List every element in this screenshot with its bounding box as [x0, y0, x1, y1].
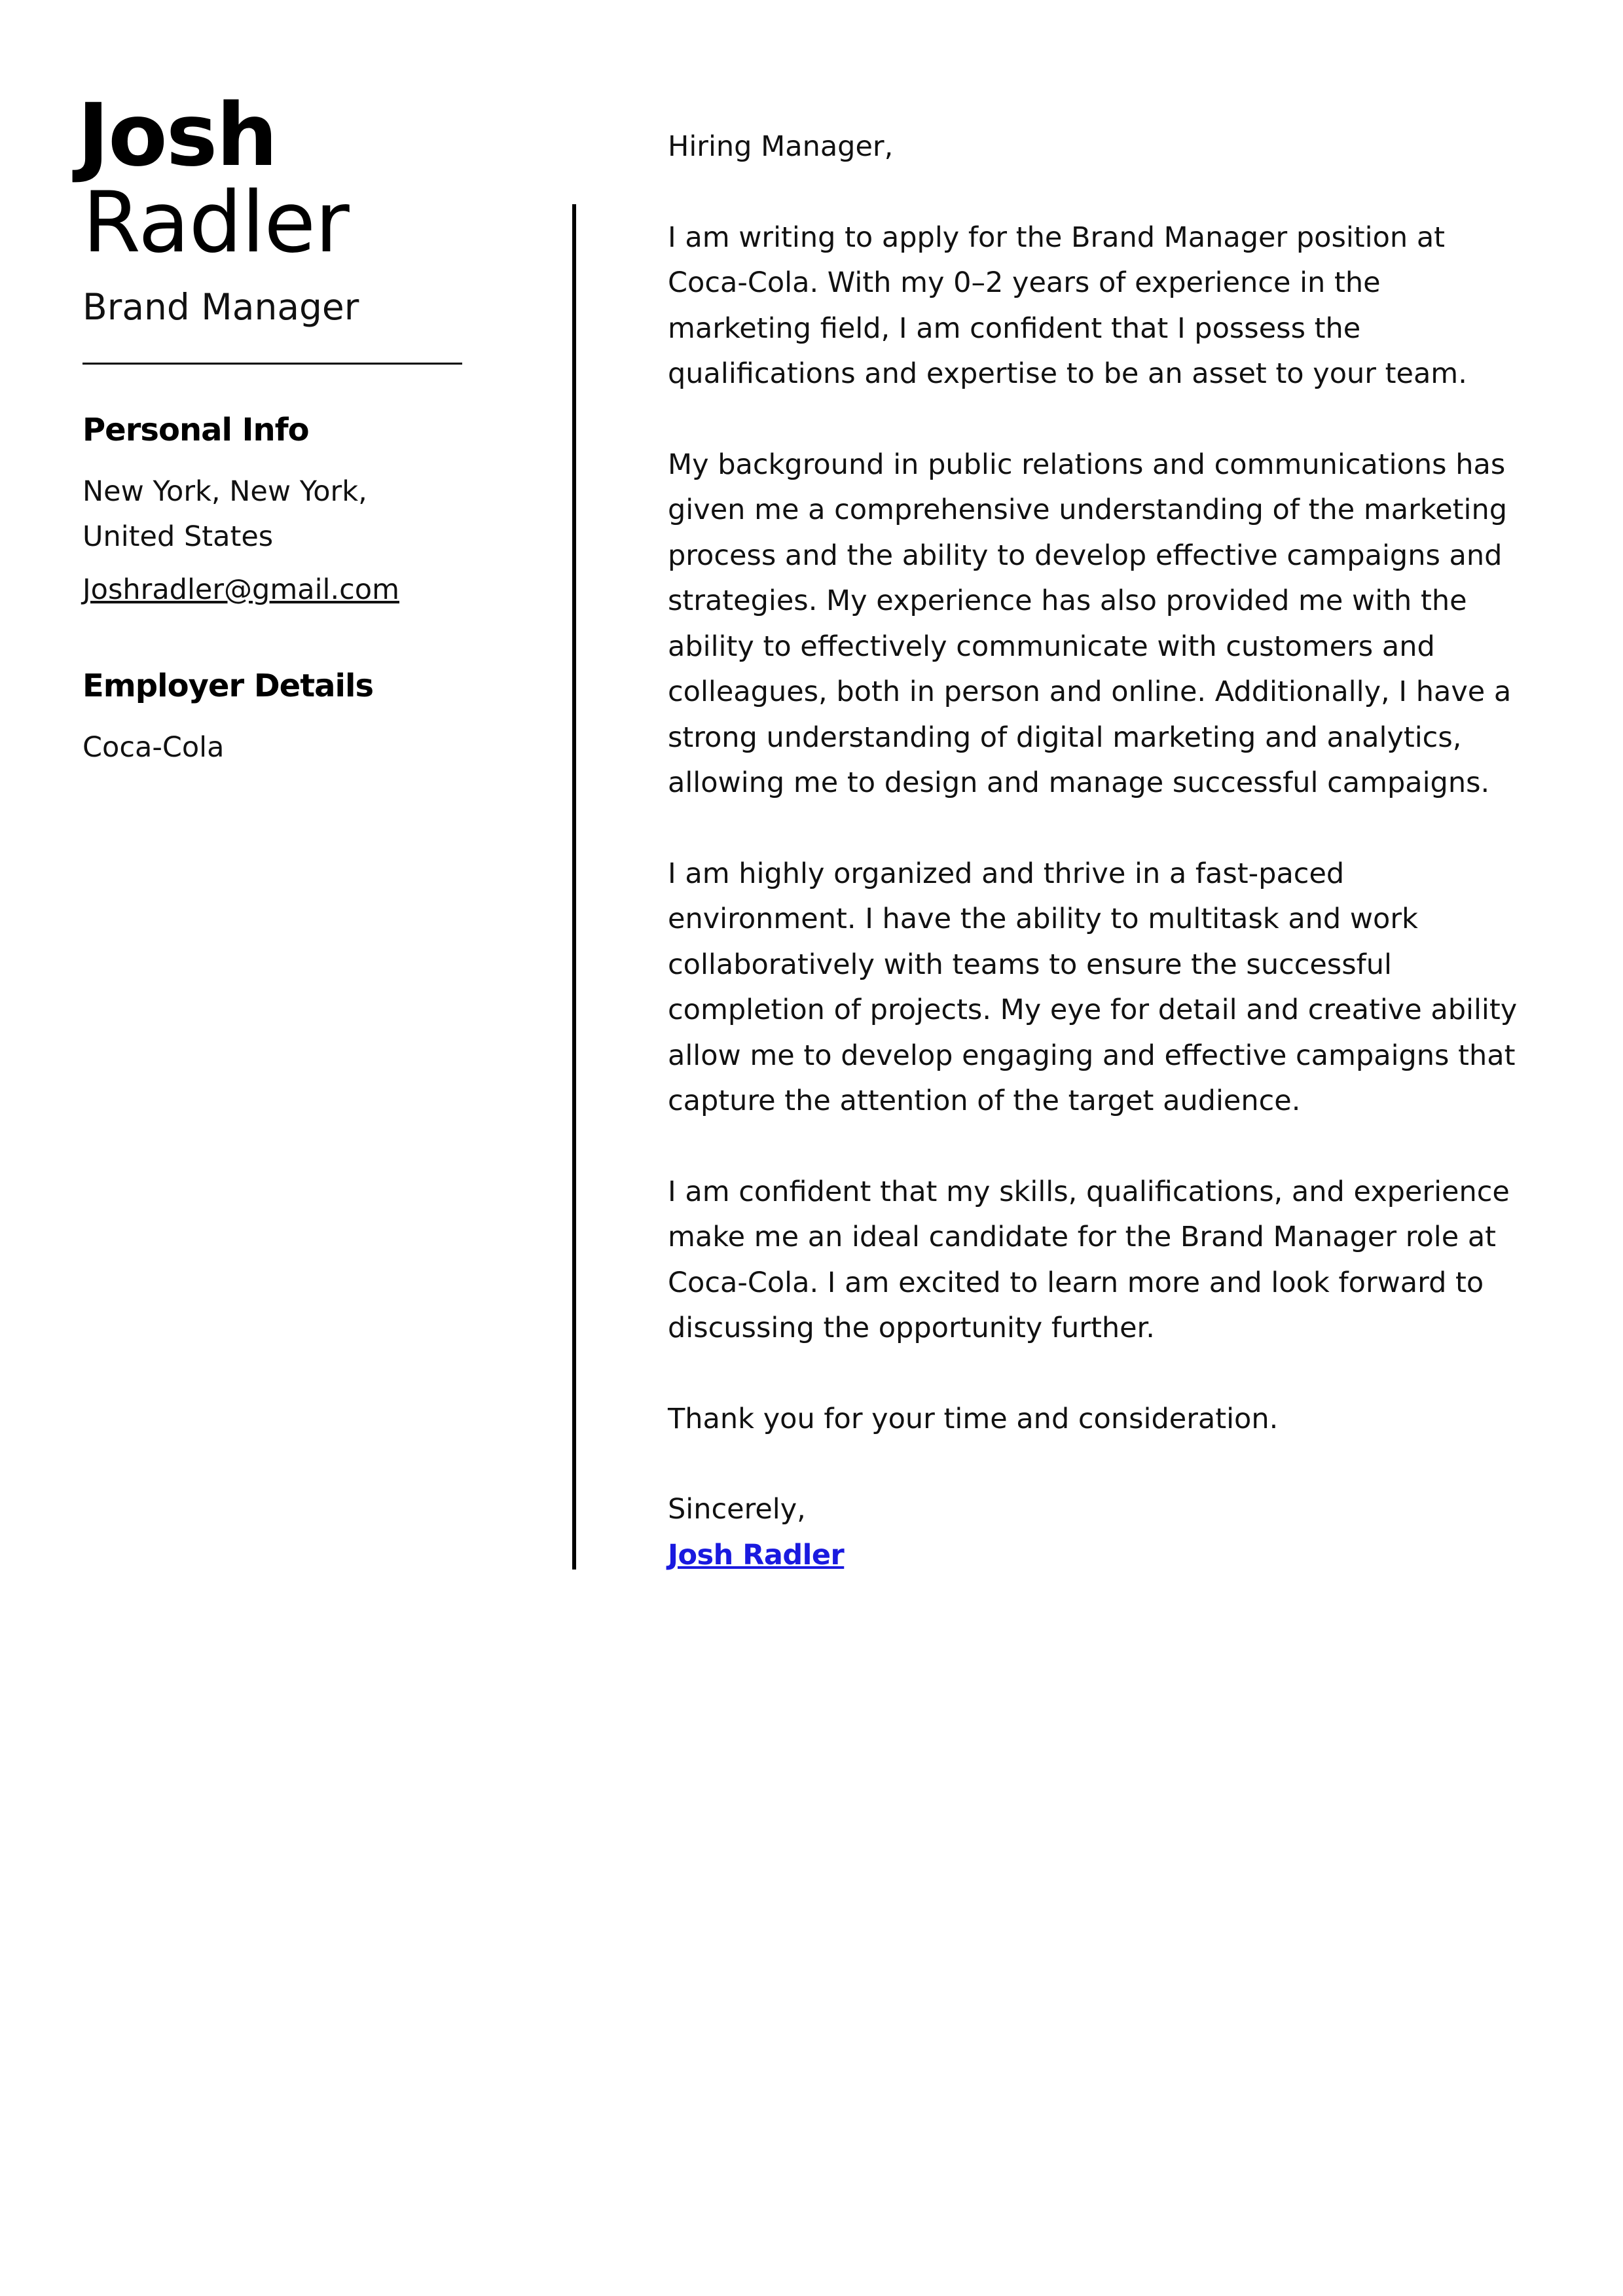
- address-line-1: New York, New York,: [82, 475, 367, 508]
- letter-paragraph-1: I am writing to apply for the Brand Manager position at Coca-Cola. With my 0–2 years of experience in the marketing field, I am confident that I possess the qualifications and expertise to be an asset to your team.: [668, 221, 1467, 390]
- sidebar: [77, 85, 462, 770]
- email-link[interactable]: Joshradler@gmail.com: [82, 573, 399, 606]
- letter-paragraph-4: I am confident that my skills, qualifications, and experience make me an ideal candidate for the Brand Manager role at Coca-Cola. I am excited to learn more and look forward to discussing the opportunity further.: [668, 1175, 1510, 1344]
- signature-link[interactable]: Josh Radler: [668, 1538, 845, 1571]
- letter-paragraph-2: My background in public relations and communications has given me a comprehensive understanding of the marketing process and the ability to develop effective campaigns and strategies. My experience has also provided me with the ability to effectively communicate with customers and colleagues, both in person and online. Additionally, I have a strong understanding of digital marketing and analytics, allowing me to design and manage successful campaigns.: [668, 448, 1512, 799]
- address: [82, 469, 462, 560]
- name-first: Josh: [77, 85, 277, 186]
- address-line-2: United States: [82, 520, 274, 553]
- closing: Sincerely,: [668, 1493, 806, 1526]
- employer-details-heading: Employer Details: [82, 668, 374, 704]
- sidebar-divider: [82, 363, 462, 365]
- letter-paragraph-5: Thank you for your time and consideration.: [668, 1402, 1279, 1435]
- name-last: Radler: [82, 174, 349, 272]
- vertical-divider: [572, 204, 576, 1570]
- closing-block: [668, 1487, 1519, 1578]
- personal-info-heading: Personal Info: [82, 412, 309, 448]
- letter-paragraph-3: I am highly organized and thrive in a fast-paced environment. I have the ability to multitask and work collaboratively with teams to ensure the successful completion of projects. My eye for detail and creative ability allow me to develop engaging and effective campaigns that capture the attention of the target audience.: [668, 857, 1518, 1117]
- job-title: Brand Manager: [82, 286, 359, 328]
- salutation: Hiring Manager,: [668, 130, 894, 163]
- letter-body: [668, 124, 1519, 1578]
- employer-company: Coca-Cola: [82, 731, 225, 764]
